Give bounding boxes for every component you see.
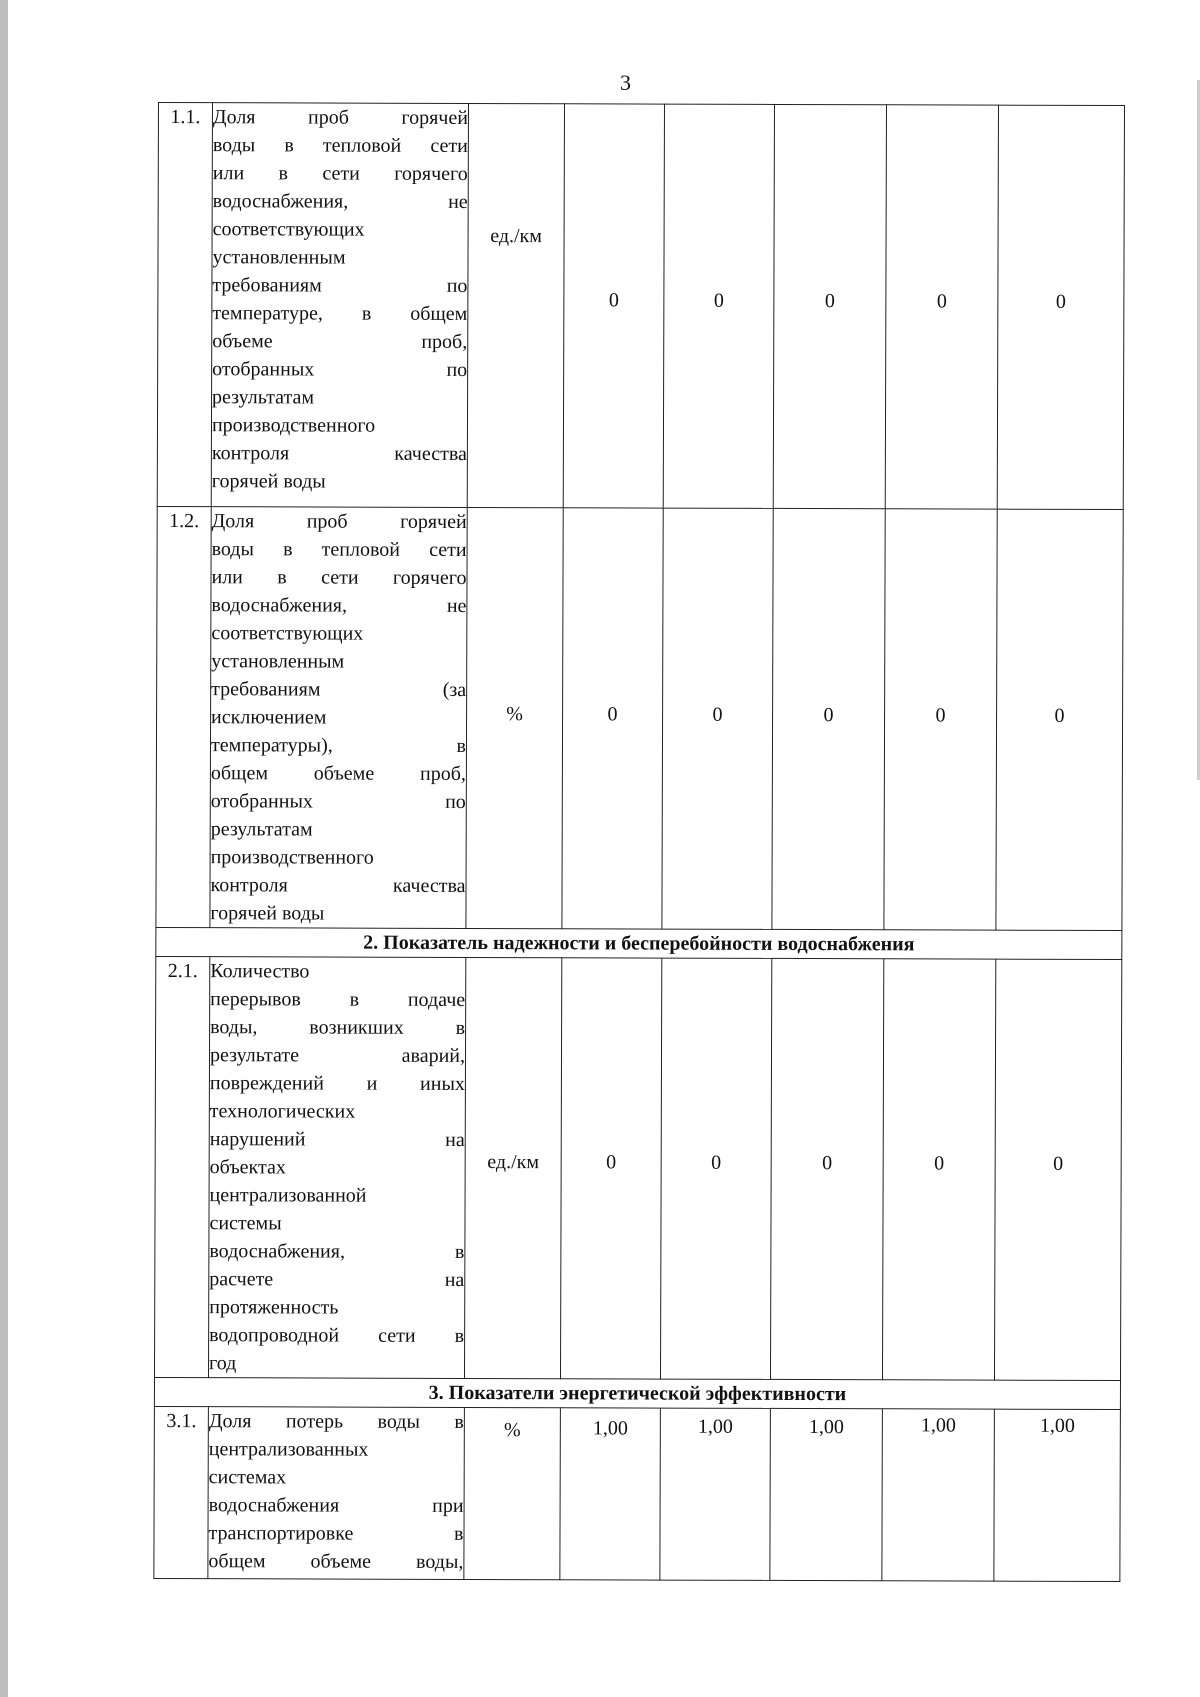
indicator-line: расчете на [209, 1268, 465, 1291]
indicator-line: системы [209, 1212, 282, 1235]
unit-cell: % [466, 507, 563, 928]
indicator-line: результатам [212, 386, 315, 409]
indicator-line: требованиям по [212, 274, 468, 297]
indicator-line: или в сети горячего [211, 566, 467, 589]
section-title: 2. Показатель надежности и бесперебойности водоснабжения [156, 927, 1122, 959]
value-cell: 0 [560, 958, 661, 1379]
section-title: 3. Показатели энергетической эффективности [154, 1377, 1120, 1409]
indicator-line: установленным [211, 650, 345, 673]
indicator-line: или в сети горячего [212, 162, 468, 185]
unit-cell: ед./км [467, 103, 564, 507]
indicator-line: Количество [210, 960, 310, 983]
table-row [156, 506, 1123, 930]
value-cell: 0 [663, 104, 774, 508]
value-cell: 0 [885, 105, 998, 509]
indicator-line: производственного [211, 414, 376, 437]
value-cell: 0 [997, 105, 1124, 509]
row-number: 2.1. [154, 956, 209, 1377]
indicator-line: водоснабжения, не [212, 190, 468, 213]
indicator-line: отобранных по [210, 790, 466, 813]
indicator-line: водопроводной сети в [209, 1324, 465, 1347]
indicator-line: контроля качества [210, 874, 466, 897]
indicator-line: перерывов в подаче [210, 988, 466, 1011]
indicator-line: требованиям (за [211, 678, 467, 701]
value-cell: 0 [882, 959, 995, 1380]
indicator-name [208, 957, 465, 1379]
value-cell: 1,00 [560, 1408, 661, 1580]
indicator-line: нарушений на [209, 1128, 465, 1151]
indicator-line: год [209, 1352, 237, 1375]
row-number: 1.2. [156, 506, 211, 927]
value-cell: 0 [996, 509, 1123, 930]
indicator-line: температуре, в общем [212, 302, 468, 325]
value-cell: 0 [662, 508, 773, 929]
value-cell: 1,00 [994, 1409, 1121, 1581]
section-header-row [154, 1377, 1120, 1409]
indicator-name [211, 103, 468, 508]
indicator-line: температуры), в [210, 734, 467, 757]
value-cell: 0 [660, 958, 771, 1379]
indicator-line: водоснабжения, в [209, 1240, 465, 1263]
indicator-line: отобранных по [212, 358, 468, 381]
indicator-line: установленным [212, 246, 346, 269]
indicator-line: воды, возникших в [210, 1016, 466, 1039]
indicator-line: протяженность [209, 1296, 339, 1319]
unit-cell: % [464, 1407, 561, 1579]
row-number: 1.1. [157, 103, 212, 507]
value-cell: 0 [563, 104, 664, 508]
indicator-line: Доля проб горячей [212, 106, 468, 129]
indicator-line: контроля качества [211, 442, 467, 465]
indicator-line: горячей воды [211, 470, 326, 493]
value-cell: 1,00 [882, 1409, 995, 1581]
indicator-line: горячей воды [210, 902, 325, 925]
value-cell: 0 [994, 959, 1121, 1380]
indicators-table [153, 102, 1125, 1582]
value-cell: 0 [884, 509, 997, 930]
indicator-line: Доля проб горячей [211, 510, 467, 533]
indicator-line: технологических [209, 1100, 356, 1123]
indicator-line: воды в тепловой сети [212, 134, 468, 157]
value-cell: 0 [773, 104, 886, 508]
indicator-line: соответствующих [211, 622, 364, 645]
indicator-line: производственного [210, 846, 374, 869]
scan-edge-left [0, 0, 8, 1697]
value-cell: 0 [770, 958, 883, 1379]
indicator-line: результате аварий, [209, 1044, 466, 1067]
indicator-line: системах [208, 1466, 287, 1489]
indicator-line: водоснабжения при [208, 1494, 464, 1517]
indicator-line: повреждений и иных [209, 1072, 465, 1095]
indicator-line: Доля потерь воды в [208, 1410, 464, 1433]
indicator-line: воды в тепловой сети [211, 538, 467, 561]
value-cell: 1,00 [770, 1408, 883, 1580]
table-row [154, 956, 1121, 1380]
indicator-line: результатам [210, 818, 313, 841]
indicator-name [208, 1407, 465, 1580]
indicator-line: централизованной [209, 1184, 367, 1207]
indicator-line: общем объеме проб, [210, 762, 466, 785]
table-row [154, 1406, 1121, 1581]
indicator-line: централизованных [208, 1438, 369, 1461]
section-header-row [156, 927, 1122, 959]
unit-cell: ед./км [464, 957, 561, 1378]
table-row [157, 103, 1124, 510]
indicator-name [210, 507, 467, 929]
value-cell: 1,00 [660, 1408, 771, 1580]
page-number: 3 [620, 70, 631, 95]
row-number: 3.1. [154, 1406, 209, 1578]
indicator-line: объектах [209, 1156, 286, 1179]
indicator-line: водоснабжения, не [211, 594, 467, 617]
indicator-line: исключением [211, 706, 327, 729]
indicator-line: объеме проб, [212, 330, 468, 353]
indicator-line: соответствующих [212, 218, 365, 241]
indicator-line: транспортировке в [208, 1522, 464, 1545]
value-cell: 0 [562, 508, 663, 929]
value-cell: 0 [772, 508, 885, 929]
indicator-line: общем объеме воды, [208, 1550, 464, 1573]
